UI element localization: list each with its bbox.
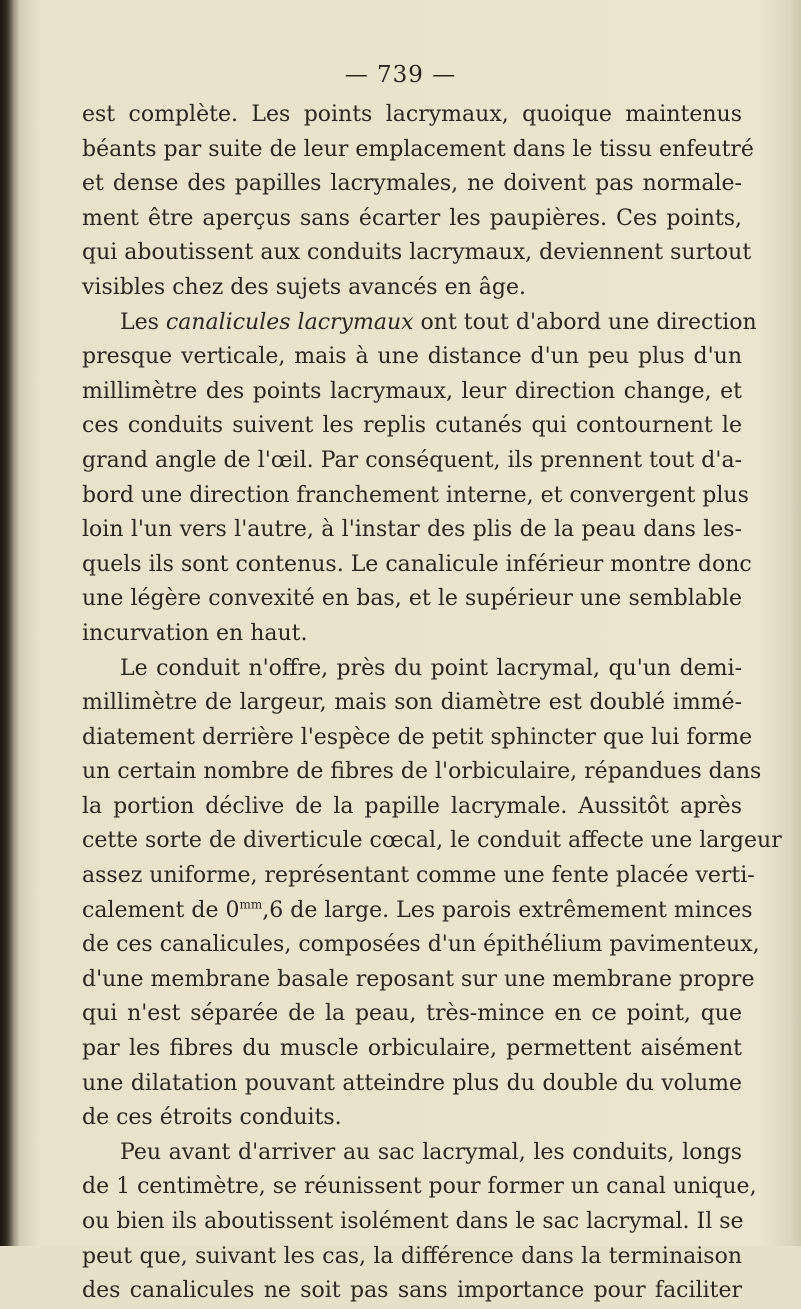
text-line: ces conduits suivent les replis cutanés qui contournent le — [82, 413, 742, 439]
text-line: qui aboutissent aux conduits lacrymaux, deviennent surtout — [82, 240, 752, 266]
text-line: une légère convexité en bas, et le supérieur une semblable — [82, 586, 742, 612]
measure-post: ,6 de large. Les parois extrêmement minces — [262, 897, 753, 923]
lead-word: Les — [120, 309, 159, 335]
text-line: de ces canalicules, composées d'un épithélium pavimenteux, — [82, 932, 760, 958]
text-line: un certain nombre de fibres de l'orbiculaire, répandues dans — [82, 759, 762, 785]
text-line: Peu avant d'arriver au sac lacrymal, les conduits, longs — [120, 1139, 742, 1165]
text-line: une dilatation pouvant atteindre plus du double du volume — [82, 1070, 742, 1096]
text-line: béants par suite de leur emplacement dans le tissu enfeutré — [82, 136, 754, 162]
text-line: d'une membrane basale reposant sur une membrane propre — [82, 966, 755, 992]
text-line: bord une direction franchement interne, et convergent plus — [82, 482, 749, 508]
text-line: et dense des papilles lacrymales, ne doivent pas normale- — [82, 171, 742, 197]
text-line: diatement derrière l'espèce de petit sphincter que lui forme — [82, 724, 753, 750]
text-line: ou bien ils aboutissent isolément dans le sac lacrymal. Il se — [82, 1209, 744, 1234]
text-line: de ces étroits conduits. — [82, 1105, 342, 1131]
text-line: loin l'un vers l'autre, à l'instar des plis de la peau dans les- — [82, 517, 742, 543]
text-line: incurvation en haut. — [82, 620, 308, 646]
text-line: millimètre de largeur, mais son diamètre est doublé immé- — [82, 690, 742, 716]
text-line: visibles chez des sujets avancés en âge. — [82, 274, 526, 300]
measure-unit: mm — [239, 897, 263, 912]
body-text — [82, 98, 782, 1309]
text-line: cette sorte de diverticule cœcal, le conduit affecte une largeur — [82, 828, 782, 854]
text-line: ment être aperçus sans écarter les paupières. Ces points, — [82, 205, 742, 231]
italic-term: canalicules lacrymaux — [165, 309, 414, 335]
text-line: est complète. Les points lacrymaux, quoique maintenus — [82, 102, 742, 127]
binding-shadow — [0, 0, 20, 1246]
text-line-measure — [82, 894, 753, 929]
text-line-lead — [82, 306, 757, 341]
text-line: par les fibres du muscle orbiculaire, permettent aisément — [82, 1036, 742, 1062]
text-line: de 1 centimètre, se réunissent pour former un canal unique, — [82, 1174, 757, 1200]
measure-pre: calement de 0 — [82, 897, 240, 923]
text-line: presque verticale, mais à une distance d'un peu plus d'un — [82, 344, 742, 370]
text-line: la portion déclive de la papille lacrymale. Aussitôt après — [82, 793, 742, 819]
page-number: — 739 — — [344, 62, 457, 88]
text-line: millimètre des points lacrymaux, leur direction change, et — [82, 378, 742, 404]
text-line: assez uniforme, représentant comme une fente placée verti- — [82, 863, 755, 889]
text-line: grand angle de l'œil. Par conséquent, ils prennent tout d'a- — [82, 447, 742, 473]
lead-rest: ont tout d'abord une direction — [420, 309, 757, 335]
text-line: peut que, suivant les cas, la différence dans la terminaison — [82, 1243, 742, 1269]
text-line: des canalicules ne soit pas sans importance pour faciliter — [82, 1278, 742, 1304]
text-line: Le conduit n'offre, près du point lacrymal, qu'un demi- — [120, 655, 742, 681]
text-line: qui n'est séparée de la peau, très-mince en ce point, que — [82, 1001, 742, 1027]
text-line: quels ils sont contenus. Le canalicule inférieur montre donc — [82, 551, 752, 577]
